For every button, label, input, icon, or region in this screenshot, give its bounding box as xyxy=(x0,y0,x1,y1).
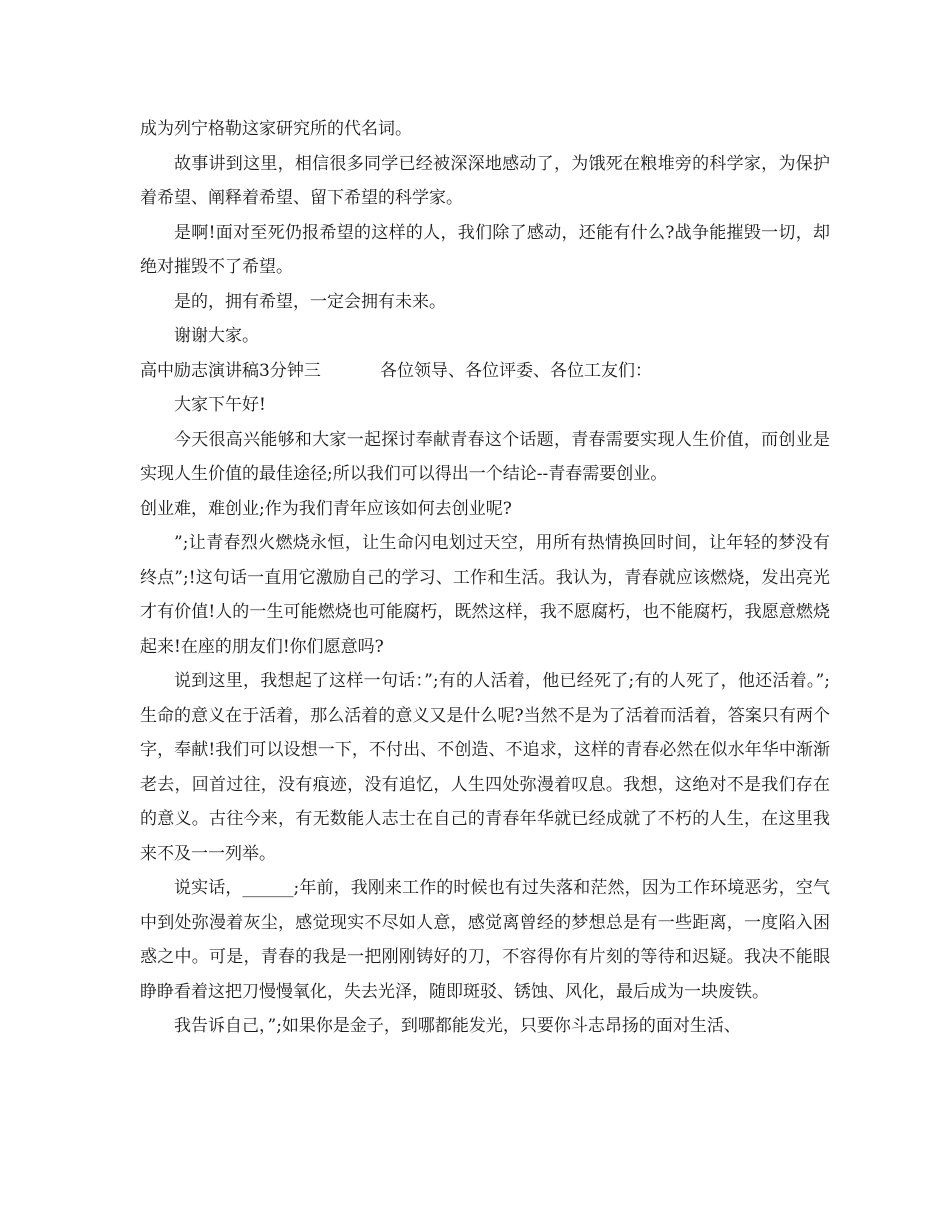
section-heading xyxy=(140,354,830,389)
paragraph: ”;让青春烈火燃烧永恒，让生命闪电划过天空，用所有热情换回时间，让年轻的梦没有终点”;!这句话一直用它激励自己的学习、工作和生活。我认为，青春就应该燃烧，发出亮光才有价值!人的一生可能燃烧也可能腐朽，既然这样，我不愿腐朽，也不能腐朽，我愿意燃烧起来!在座的朋友们!你们愿意吗? xyxy=(140,533,830,657)
paragraph: 是的，拥有希望，一定会拥有未来。 xyxy=(174,291,446,312)
paragraph: 我告诉自己，”;如果你是金子，到哪都能发光，只要你斗志昂扬的面对生活、 xyxy=(174,1016,741,1036)
document-body xyxy=(140,112,830,1044)
paragraph: 是啊!面对至死仍报希望的这样的人，我们除了感动，还能有什么?战争能摧毁一切，却绝对摧毁不了希望。 xyxy=(140,222,830,277)
paragraph: 故事讲到这里，相信很多同学已经被深深地感动了，为饿死在粮堆旁的科学家，为保护着希望、阐释着希望、留下希望的科学家。 xyxy=(140,153,830,208)
paragraph: 创业难，难创业;作为我们青年应该如何去创业呢? xyxy=(140,498,512,519)
paragraph: 大家下午好! xyxy=(174,395,266,415)
paragraph: 今天很高兴能够和大家一起探讨奉献青春这个话题，青春需要实现人生价值，而创业是实现人生价值的最佳途径;所以我们可以得出一个结论--青春需要创业。 xyxy=(140,429,830,484)
salutation: 各位领导、各位评委、各位工友们： xyxy=(380,360,652,381)
paragraph: 说实话，______;年前，我刚来工作的时候也有过失落和茫然，因为工作环境恶劣，空气中到处弥漫着灰尘，感觉现实不尽如人意，感觉离曾经的梦想总是有一些距离，一度陷入困惑之中。可是，青春的我是一把刚刚铸好的刀，不容得你有片刻的等待和迟疑。我决不能眼睁睁看着这把刀慢慢氧化，失去光泽，随即斑驳、锈蚀、风化，最后成为一块废铁。 xyxy=(140,878,830,1002)
paragraph: 说到这里，我想起了这样一句话：”;有的人活着，他已经死了;有的人死了，他还活着。”;生命的意义在于活着，那么活着的意义又是什么呢?当然不是为了活着而活着，答案只有两个字，奉献!我们可以设想一下，不付出、不创造、不追求，这样的青春必然在似水年华中渐渐老去，回首过往，没有痕迹，没有追忆，人生四处弥漫着叹息。我想，这绝对不是我们存在的意义。古往今来，有无数能人志士在自己的青春年华就已经成就了不朽的人生，在这里我来不及一一列举。 xyxy=(140,671,830,864)
paragraph: 谢谢大家。 xyxy=(174,326,259,346)
paragraph: 成为列宁格勒这家研究所的代名词。 xyxy=(140,119,412,139)
section-title: 高中励志演讲稿3分钟三 xyxy=(140,360,321,381)
